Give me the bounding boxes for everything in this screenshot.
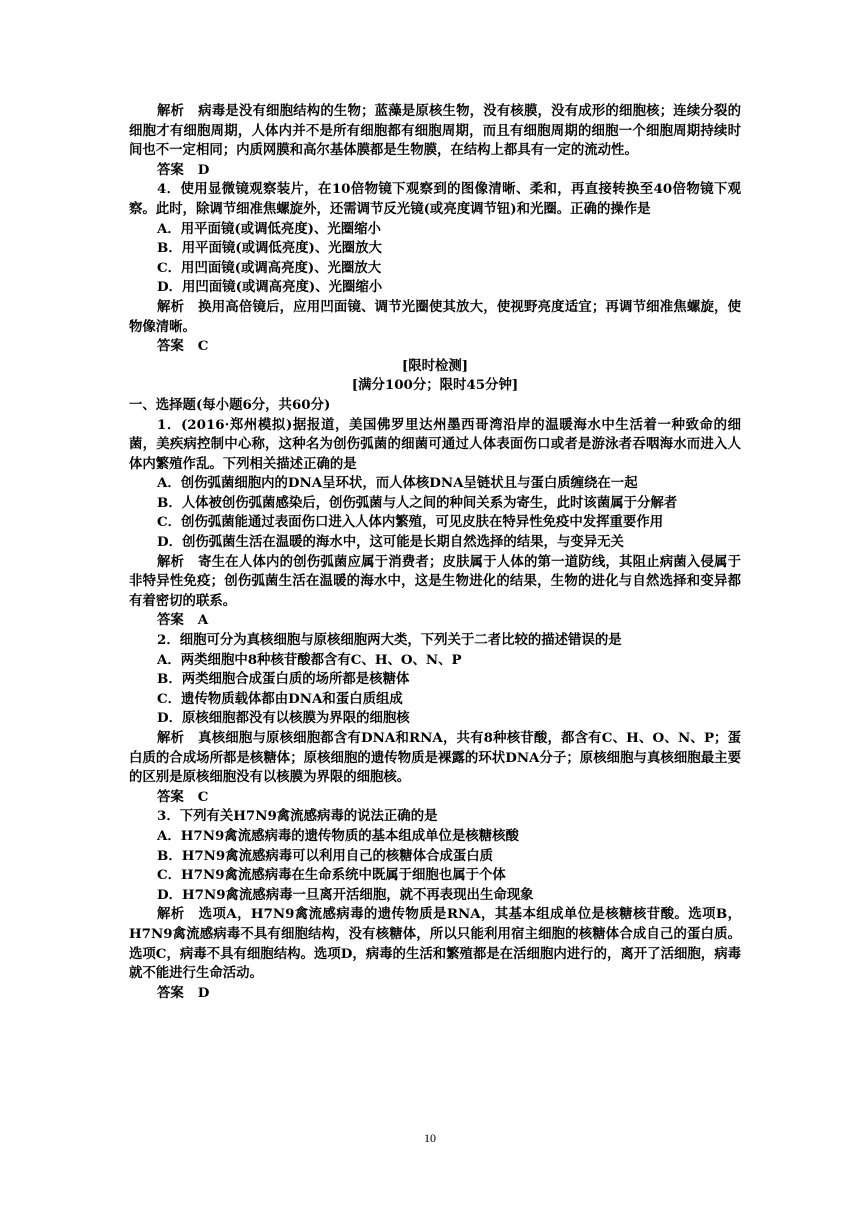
analysis-label: 解析 <box>157 906 185 923</box>
analysis-text: 换用高倍镜后，应用凹面镜、调节光圈使其放大，使视野亮度适宜；再调节细准焦螺旋，使物像清晰。 <box>129 298 742 335</box>
question-stem: 1．(2016·郑州模拟)据报道，美国佛罗里达州墨西哥湾沿岸的温暖海水中生活着一种致命的细菌，美疾病控制中心称，这种名为创伤弧菌的细菌可通过人体表面伤口或者是游泳者吞咽海水而进入人体内繁殖作乱。下列相关描述正确的是 <box>129 416 741 472</box>
answer-label: 答案 <box>157 338 184 355</box>
option-a: A．创伤弧菌细胞内的DNA呈环状，而人体核DNA呈链状且与蛋白质缠绕在一起 <box>157 475 638 492</box>
answer-line <box>129 611 741 631</box>
answer-label: 答案 <box>157 612 184 629</box>
analysis-text: 真核细胞与原核细胞都含有DNA和RNA，共有8种核苷酸，都含有C、H、O、N、P；蛋白质的合成场所都是核糖体；原核细胞的遗传物质是裸露的环状DNA分子；原核细胞与真核细胞最主要的区别是原核细胞没有以核膜为界限的细胞核。 <box>129 730 741 786</box>
option-a: A．用平面镜(或调低亮度)、光圈缩小 <box>157 220 381 237</box>
option-d: D．H7N9禽流感病毒一旦离开活细胞，就不再表现出生命现象 <box>157 886 534 903</box>
option-c: C．创伤弧菌能通过表面伤口进入人体内繁殖，可见皮肤在特异性免疫中发挥重要作用 <box>157 514 664 531</box>
answer-label: 答案 <box>157 161 184 178</box>
answer-label: 答案 <box>157 788 184 805</box>
option-b: B．用平面镜(或调低亮度)、光圈放大 <box>157 240 382 257</box>
answer-label: 答案 <box>157 984 184 1001</box>
answer-line <box>129 337 741 357</box>
answer-value: D <box>197 161 210 178</box>
option-c: C．遗传物质载体都由DNA和蛋白质组成 <box>157 690 403 707</box>
option-d: D．用凹面镜(或调高亮度)、光圈缩小 <box>157 279 383 296</box>
option-c: C．H7N9禽流感病毒在生命系统中既属于细胞也属于个体 <box>157 867 506 884</box>
page-content <box>129 102 741 1003</box>
option-b: B．人体被创伤弧菌感染后，创伤弧菌与人之间的种间关系为寄生，此时该菌属于分解者 <box>157 494 678 511</box>
analysis-label: 解析 <box>157 103 185 119</box>
answer-value: C <box>197 788 209 805</box>
analysis-paragraph <box>129 553 741 612</box>
option-d: D．原核细胞都没有以核膜为界限的细胞核 <box>157 710 410 727</box>
answer-value: D <box>197 984 210 1001</box>
section-subtitle: [满分100分；限时45分钟] <box>351 377 519 394</box>
option-c: C．用凹面镜(或调高亮度)、光圈放大 <box>157 259 382 276</box>
question-stem: 2．细胞可分为真核细胞与原核细胞两大类，下列关于二者比较的描述错误的是 <box>157 632 622 649</box>
option-a: A．两类细胞中8种核苷酸都含有C、H、O、N、P <box>157 651 462 668</box>
option-d: D．创伤弧菌生活在温暖的海水中，这可能是长期自然选择的结果，与变异无关 <box>157 534 624 551</box>
page-number: 10 <box>424 1131 436 1145</box>
answer-value: C <box>197 338 209 355</box>
analysis-paragraph <box>129 298 741 337</box>
section-title: [限时检测] <box>401 357 469 374</box>
answer-line <box>129 984 741 1004</box>
answer-line <box>129 161 741 181</box>
analysis-label: 解析 <box>157 730 185 746</box>
analysis-text: 寄生在人体内的创伤弧菌应属于消费者；皮肤属于人体的第一道防线，其阻止病菌入侵属于非特异性免疫；创伤弧菌生活在温暖的海水中，这是生物进化的结果，生物的进化与自然选择和变异都有着密切的联系。 <box>129 553 742 609</box>
analysis-label: 解析 <box>157 553 185 570</box>
analysis-label: 解析 <box>157 298 185 315</box>
option-b: B．两类细胞合成蛋白质的场所都是核糖体 <box>157 671 410 688</box>
option-b: B．H7N9禽流感病毒可以利用自己的核糖体合成蛋白质 <box>157 847 494 864</box>
analysis-paragraph <box>129 905 741 983</box>
question-stem: 3．下列有关H7N9禽流感病毒的说法正确的是 <box>157 808 438 825</box>
part-heading: 一、选择题(每小题6分，共60分) <box>129 396 331 413</box>
analysis-paragraph <box>129 729 741 788</box>
answer-value: A <box>197 612 209 629</box>
analysis-text: 病毒是没有细胞结构的生物；蓝藻是原核生物，没有核膜，没有成形的细胞核；连续分裂的细胞才有细胞周期，人体内并不是所有细胞都有细胞周期，而且有细胞周期的细胞一个细胞周期持续时间也不一定相同；内质网膜和高尔基体膜都是生物膜，在结构上都具有一定的流动性。 <box>129 103 742 159</box>
answer-line <box>129 788 741 808</box>
analysis-paragraph <box>129 102 741 161</box>
option-a: A．H7N9禽流感病毒的遗传物质的基本组成单位是核糖核酸 <box>157 827 519 844</box>
analysis-text: 选项A，H7N9禽流感病毒的遗传物质是RNA，其基本组成单位是核糖核苷酸。选项B，H7N9禽流感病毒不具有细胞结构，没有核糖体，所以只能利用宿主细胞的核糖体合成自己的蛋白质。选项C，病毒不具有细胞结构。选项D，病毒的生活和繁殖都是在活细胞内进行的，离开了活细胞，病毒就不能进行生命活动。 <box>129 906 741 982</box>
question-stem: 4．使用显微镜观察装片，在10倍物镜下观察到的图像清晰、柔和，再直接转换至40倍物镜下观察。此时，除调节细准焦螺旋外，还需调节反光镜(或亮度调节钮)和光圈。正确的操作是 <box>129 181 741 217</box>
